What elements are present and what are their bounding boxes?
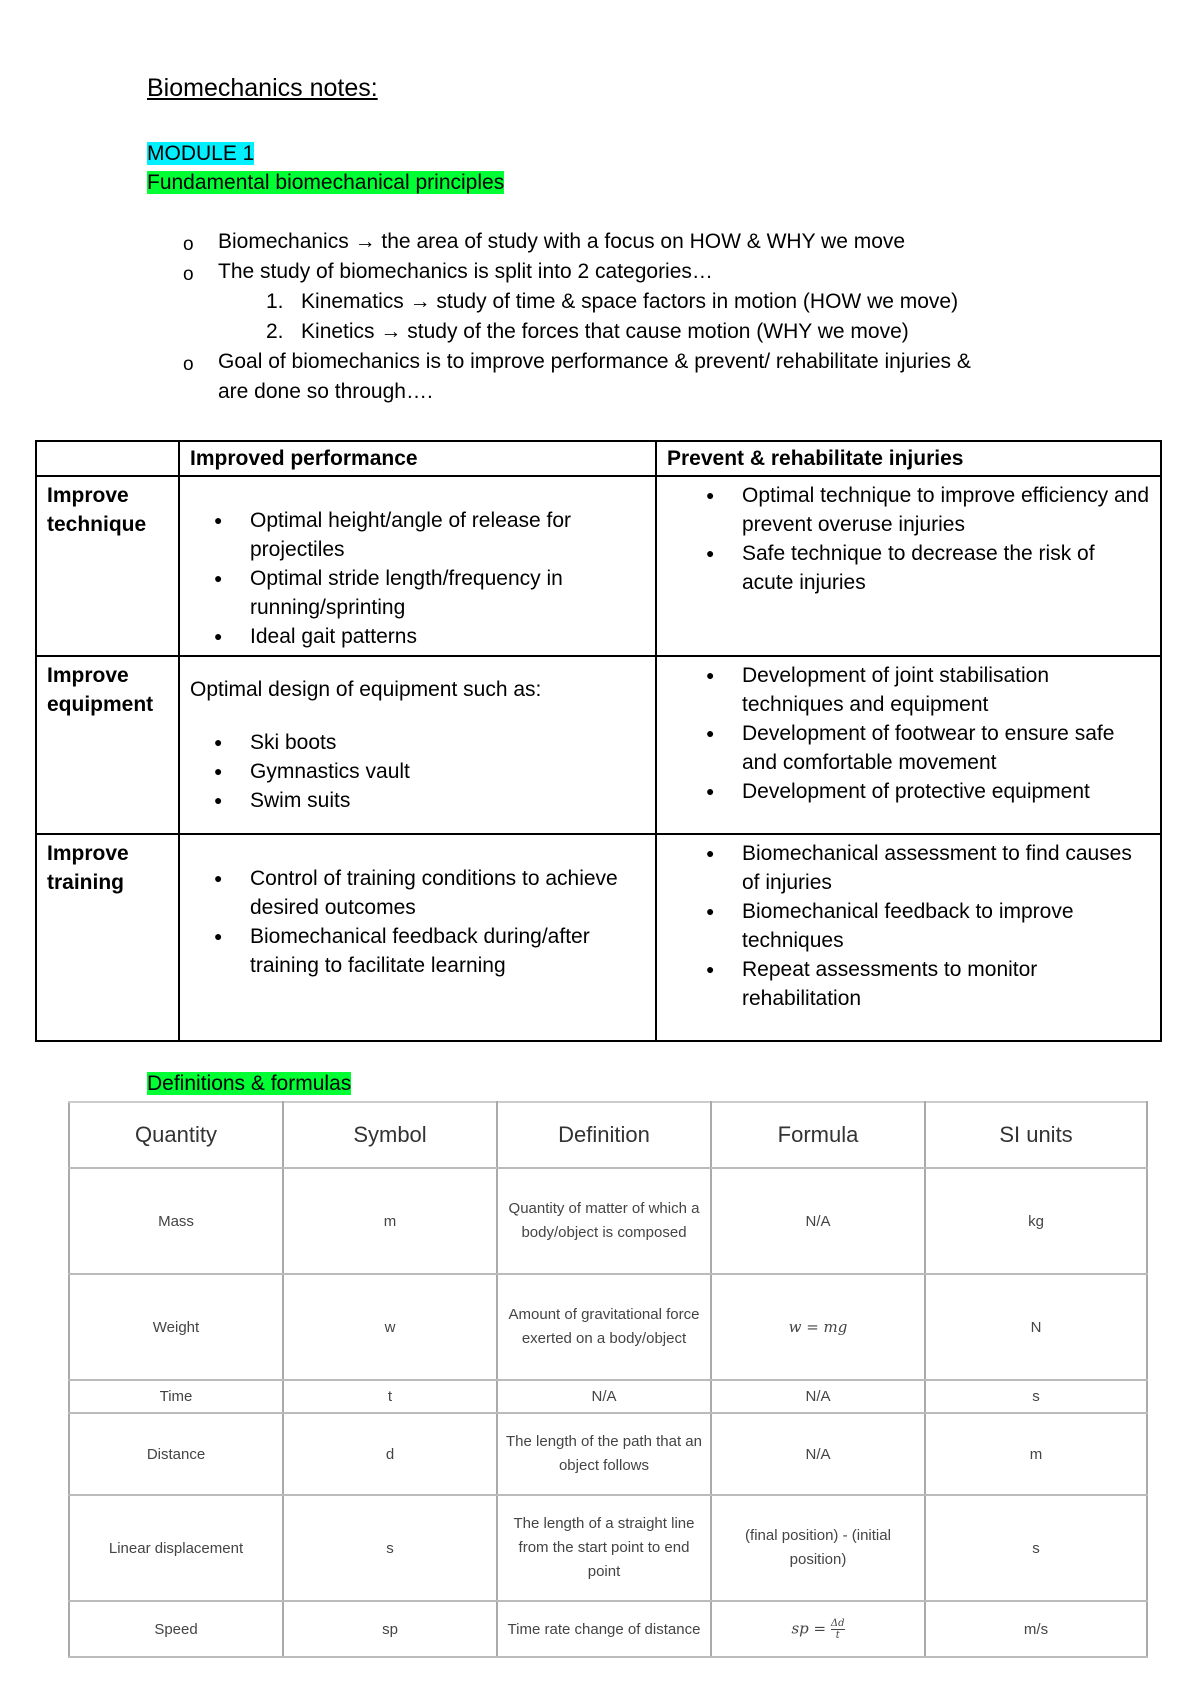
inj-cell [656,476,1161,656]
cell-units: N [925,1274,1147,1380]
formula-fraction [831,1618,845,1641]
table-row [69,1413,1147,1495]
list-item: ● Optimal stride length/frequency in running/sprinting [250,564,645,622]
inj-cell [656,834,1161,1041]
header-cell: Prevent & rehabilitate injuries [656,441,1161,476]
header-cell: Improved performance [179,441,656,476]
list-item: ● Swim suits [250,786,645,815]
formula-lhs: sp = [791,1619,827,1637]
circle-bullet-icon: o [183,264,194,285]
header-cell [36,441,179,476]
cell-formula: N/A [711,1168,925,1274]
circle-bullet-icon: o [183,354,194,375]
table-row [69,1601,1147,1657]
table-header-row [36,441,1161,476]
list-item: ● Biomechanical assessment to find causes of injuries [742,839,1150,897]
list-item: ● Optimal height/angle of release for projectiles [250,506,645,564]
cell-quantity: Linear displacement [69,1495,283,1601]
cell-quantity: Mass [69,1168,283,1274]
list-item: ● Development of footwear to ensure safe and comfortable movement [742,719,1150,777]
cell-symbol: d [283,1413,497,1495]
intro-item: Biomechanics → the area of study with a focus on HOW & WHY we move [218,230,906,253]
benefits-table [35,440,1162,1042]
table-row [36,834,1161,1041]
cell-formula [711,1601,925,1657]
circle-bullet-icon: o [183,234,194,255]
numbered-item: 1. Kinematics → study of time & space factors in motion (HOW we move) [266,290,959,313]
cell-definition: The length of a straight line from the start point to end point [497,1495,711,1601]
row-label: Improve equipment [36,656,179,834]
module-heading: MODULE 1 [147,142,255,165]
list-item: ● Biomechanical feedback to improve techniques [742,897,1150,955]
section-subtitle: Fundamental biomechanical principles [147,171,505,194]
header-cell: SI units [925,1102,1147,1168]
list-item: ● Optimal technique to improve efficiency and prevent overuse injuries [742,481,1150,539]
table-row [36,656,1161,834]
cell-quantity: Weight [69,1274,283,1380]
table-row [69,1168,1147,1274]
cell-units: s [925,1495,1147,1601]
cell-units: m [925,1413,1147,1495]
cell-formula: w = mg [711,1274,925,1380]
perf-cell [179,476,656,656]
table-row [69,1274,1147,1380]
cell-quantity: Distance [69,1413,283,1495]
numbered-item: 2. Kinetics → study of the forces that cause motion (WHY we move) [266,320,909,343]
cell-symbol: m [283,1168,497,1274]
list-item: ● Development of joint stabilisation techniques and equipment [742,661,1150,719]
list-item: ● Ideal gait patterns [250,622,645,651]
perf-cell [179,834,656,1041]
perf-cell [179,656,656,834]
cell-symbol: t [283,1380,497,1413]
cell-symbol: w [283,1274,497,1380]
header-cell: Symbol [283,1102,497,1168]
cell-definition: Amount of gravitational force exerted on a body/object [497,1274,711,1380]
equipment-intro: Optimal design of equipment such as: [190,678,542,701]
cell-formula: N/A [711,1380,925,1413]
table-row [69,1495,1147,1601]
cell-formula: (final position) - (initial position) [711,1495,925,1601]
row-label: Improve technique [36,476,179,656]
intro-item: Goal of biomechanics is to improve performance & prevent/ rehabilitate injuries & [218,350,971,373]
intro-item-continued: are done so through…. [218,380,433,403]
cell-symbol: s [283,1495,497,1601]
fraction-denominator: t [835,1629,840,1641]
inj-cell [656,656,1161,834]
list-item: ● Repeat assessments to monitor rehabilitation [742,955,1150,1013]
cell-definition: Quantity of matter of which a body/object is composed [497,1168,711,1274]
page-title: Biomechanics notes: [147,74,378,102]
cell-units: m/s [925,1601,1147,1657]
header-cell: Formula [711,1102,925,1168]
cell-definition: N/A [497,1380,711,1413]
cell-quantity: Time [69,1380,283,1413]
table-row [69,1380,1147,1413]
row-label: Improve training [36,834,179,1041]
list-item: ● Safe technique to decrease the risk of acute injuries [742,539,1150,597]
header-cell: Quantity [69,1102,283,1168]
fraction-numerator: Δd [830,1617,845,1629]
table-header-row [69,1102,1147,1168]
cell-definition: Time rate change of distance [497,1601,711,1657]
list-item: ● Control of training conditions to achieve desired outcomes [250,864,645,922]
list-item: ● Development of protective equipment [742,777,1150,806]
list-item: ● Gymnastics vault [250,757,645,786]
cell-definition: The length of the path that an object follows [497,1413,711,1495]
cell-units: kg [925,1168,1147,1274]
definitions-table [68,1101,1148,1658]
intro-item: The study of biomechanics is split into 2 categories… [218,260,713,283]
definitions-heading: Definitions & formulas [147,1072,352,1095]
header-cell: Definition [497,1102,711,1168]
cell-symbol: sp [283,1601,497,1657]
list-item: ● Biomechanical feedback during/after training to facilitate learning [250,922,645,980]
cell-units: s [925,1380,1147,1413]
list-item: ● Ski boots [250,728,645,757]
cell-formula: N/A [711,1413,925,1495]
table-row [36,476,1161,656]
cell-quantity: Speed [69,1601,283,1657]
